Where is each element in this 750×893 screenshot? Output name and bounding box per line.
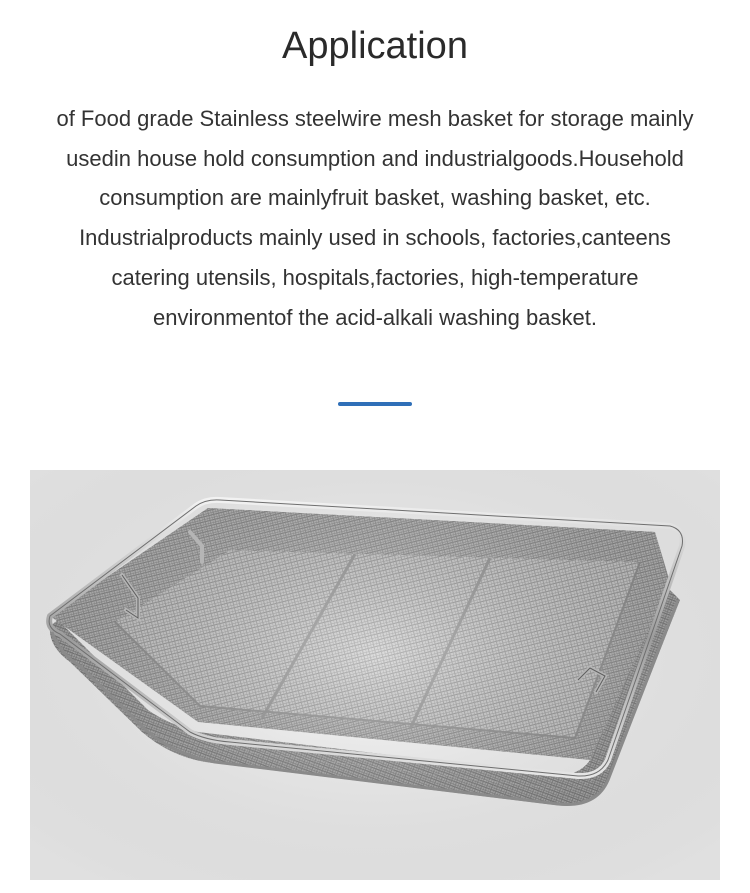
section-description: of Food grade Stainless steelwire mesh basket for storage mainly usedin house hold consumption and industrialgoods.Household consumption are mainlyfruit basket, washing basket, etc. Industrialproducts mainly used in schools, factories,canteens catering utensils, hospitals,factories, high-temperature environmentof the acid-alkali washing basket. bbox=[56, 106, 694, 330]
accent-divider bbox=[338, 402, 412, 406]
wire-mesh-basket-icon bbox=[30, 470, 720, 880]
section-title: Application bbox=[282, 25, 468, 67]
